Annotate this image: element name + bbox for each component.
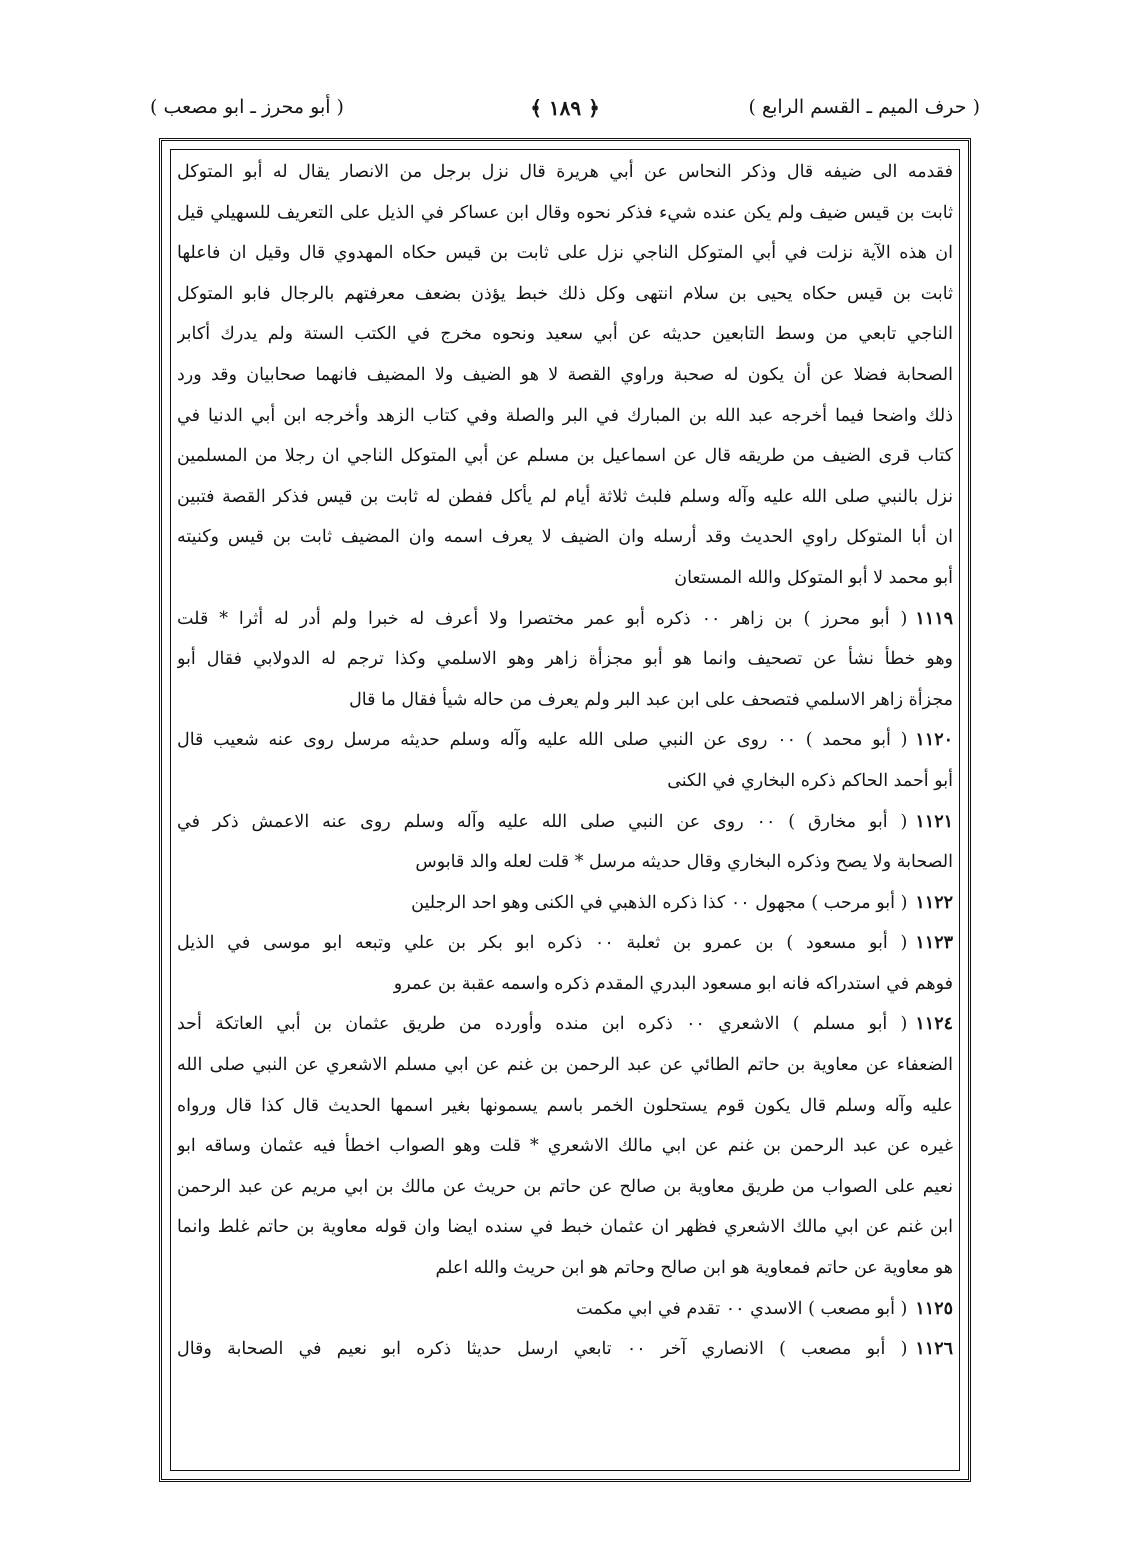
text-line — [177, 639, 953, 680]
text-line — [177, 152, 953, 193]
line-text: فقدمه الى ضيفه قال وذكر النحاس عن أبي هريرة قال نزل برجل من الانصار يقال له أبو المتوكل — [177, 162, 953, 182]
line-text: ( أبو محرز ) بن زاهر ٠٠ ذكره أبو عمر مختصرا ولا أعرف له خبرا ولم أدر له أثرا * قلت — [177, 608, 908, 629]
text-line — [177, 1248, 953, 1289]
text-line — [177, 355, 953, 396]
text-line — [177, 517, 953, 558]
line-text: فوهم في استدراكه فانه ابو مسعود البدري المقدم ذكره واسمه عقبة بن عمرو — [393, 973, 953, 994]
text-line — [177, 558, 953, 599]
line-text: ثابت بن قيس ضيف ولم يكن عنده شيء فذكر نحوه وقال ابن عساكر في الذيل على التعريف للسهيلي قيل — [177, 202, 953, 223]
text-line — [177, 599, 953, 640]
text-line — [177, 680, 953, 721]
text-line — [177, 274, 953, 315]
text-line — [177, 1126, 953, 1167]
text-line — [177, 761, 953, 802]
running-header — [150, 92, 980, 132]
line-text: نزل بالنبي صلى الله عليه وآله وسلم فلبث ثلاثة أيام لم يأكل ففطن له ثابت بن قيس فذكر القصة فتبين — [177, 486, 953, 507]
page-number: ﴿ ١٨٩ ﴾ — [530, 96, 600, 120]
line-text: ( أبو مصعب ) الاسدي ٠٠ تقدم في ابي مكمت — [576, 1298, 908, 1319]
text-line — [177, 193, 953, 234]
entry-number: ١١٢٣ — [915, 933, 953, 954]
line-text: الصحابة فضلا عن أن يكون له صحبة وراوي القصة لا هو الضيف ولا المضيف فانهما صحابيان وقد ورد — [177, 364, 953, 385]
entry-number: ١١٢٤ — [915, 1014, 953, 1035]
header-entry-range: ( أبو محرز ـ ابو مصعب ) — [150, 96, 344, 118]
text-line — [177, 720, 953, 761]
line-text: أبو محمد لا أبو المتوكل والله المستعان — [674, 567, 953, 588]
line-text: نعيم على الصواب من طريق معاوية بن صالح عن حاتم بن حريث عن مالك بن ابي مريم عن عبد الرحمن — [177, 1176, 953, 1197]
line-text: الناجي تابعي من وسط التابعين حديثه عن أبي سعيد ونحوه مخرج في الكتب الستة ولم يدرك أكابر — [177, 324, 953, 345]
line-text: هو معاوية عن حاتم فمعاوية هو ابن صالح وحاتم هو ابن حريث والله اعلم — [435, 1258, 953, 1279]
line-text: مجزأة زاهر الاسلمي فتصحف على ابن عبد البر ولم يعرف من حاله شيأ فقال ما قال — [349, 689, 953, 710]
text-line — [177, 923, 953, 964]
entry-number: ١١٢١ — [915, 811, 953, 832]
line-text: عليه وآله وسلم قال يكون قوم يستحلون الخمر باسم يسمونها بغير اسمها الحديث قال كذا قال ورواه — [177, 1095, 953, 1116]
text-line — [177, 964, 953, 1005]
text-line — [177, 883, 953, 924]
text-line — [177, 802, 953, 843]
text-line — [177, 436, 953, 477]
line-text: ( أبو مرحب ) مجهول ٠٠ كذا ذكره الذهبي في الكنى وهو احد الرجلين — [411, 892, 908, 913]
line-text: غيره عن عبد الرحمن بن غنم عن ابي مالك الاشعري * قلت وهو الصواب اخطأ فيه عثمان وساقه ابو — [177, 1136, 953, 1157]
text-line — [177, 1207, 953, 1248]
text-line — [177, 1289, 953, 1330]
text-line — [177, 1086, 953, 1127]
text-line — [177, 842, 953, 883]
text-line — [177, 1167, 953, 1208]
entry-number: ١١٢٦ — [915, 1339, 953, 1360]
entry-number: ١١٢٥ — [915, 1298, 953, 1319]
entry-number: ١١١٩ — [915, 608, 953, 629]
text-line — [177, 477, 953, 518]
text-body — [177, 152, 953, 1370]
text-line — [177, 396, 953, 437]
line-text: الضعفاء عن معاوية بن حاتم الطائي عن عبد الرحمن بن غنم عن ابي مسلم الاشعري عن النبي صلى الله — [177, 1055, 953, 1076]
line-text: كتاب قرى الضيف من طريقه قال عن اسماعيل بن مسلم عن أبي المتوكل الناجي ان رجلا من المسلمين — [177, 446, 953, 467]
line-text: ان أبا المتوكل راوي الحديث وقد أرسله وان الضيف لا يعرف اسمه وان المضيف ثابت بن قيس وكنيته — [177, 527, 953, 548]
entry-number: ١١٢٢ — [915, 892, 953, 913]
line-text: ذلك واضحا فيما أخرجه عبد الله بن المبارك في البر والصلة وفي كتاب الزهد وأخرجه ابن أبي الدنيا في — [177, 405, 953, 426]
line-text: ( أبو مصعب ) الانصاري آخر ٠٠ تابعي ارسل حديثا ذكره ابو نعيم في الصحابة وقال — [177, 1339, 908, 1360]
entry-number: ١١٢٠ — [915, 730, 953, 751]
line-text: أبو أحمد الحاكم ذكره البخاري في الكنى — [667, 770, 953, 791]
line-text: ( أبو مسعود ) بن عمرو بن ثعلبة ٠٠ ذكره ابو بكر بن علي وتبعه ابو موسى في الذيل — [177, 933, 908, 954]
line-text: الصحابة ولا يصح وذكره البخاري وقال حديثه مرسل * قلت لعله والد قابوس — [415, 852, 953, 873]
line-text: ثابت بن قيس حكاه يحيى بن سلام انتهى وكل ذلك خبط يؤذن بضعف معرفتهم بالرجال فابو المتوكل — [177, 283, 953, 304]
line-text: ابن غنم عن ابي مالك الاشعري فظهر ان عثمان خبط في سنده ايضا وان قوله معاوية بن حاتم غلط وانما — [177, 1217, 953, 1238]
line-text: ( أبو محمد ) ٠٠ روى عن النبي صلى الله عليه وآله وسلم حديثه مرسل روى عنه شعيب قال — [177, 730, 908, 751]
text-line — [177, 1004, 953, 1045]
line-text: ( أبو مسلم ) الاشعري ٠٠ ذكره ابن منده وأورده من طريق عثمان بن أبي العاتكة أحد — [177, 1014, 908, 1035]
text-line — [177, 1045, 953, 1086]
header-chapter-title: ( حرف الميم ـ القسم الرابع ) — [748, 96, 980, 118]
line-text: ( أبو مخارق ) ٠٠ روى عن النبي صلى الله عليه وآله وسلم روى عنه الاعمش ذكر في — [177, 811, 908, 832]
line-text: ان هذه الآية نزلت في أبي المتوكل الناجي نزل على ثابت بن قيس حكاه المهدوي قال وقيل ان فاعلها — [177, 243, 953, 264]
text-line — [177, 1329, 953, 1370]
text-line — [177, 314, 953, 355]
text-line — [177, 233, 953, 274]
line-text: وهو خطأ نشأ عن تصحيف وانما هو أبو مجزأة زاهر وهو الاسلمي وكذا ترجم له الدولابي فقال أبو — [177, 649, 953, 670]
